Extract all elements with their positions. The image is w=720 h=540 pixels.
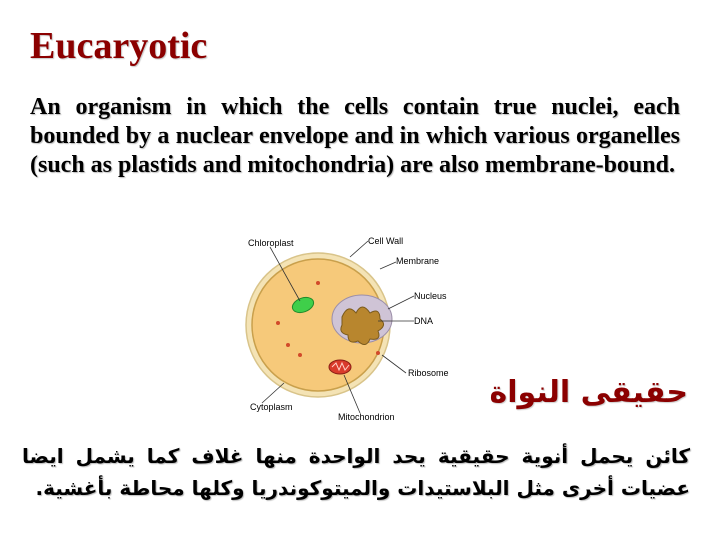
label-ribosome: Ribosome bbox=[408, 368, 449, 378]
ribosome-dot bbox=[298, 353, 302, 357]
label-mitochondrion: Mitochondrion bbox=[338, 412, 395, 422]
cell-diagram-svg bbox=[200, 225, 500, 425]
label-cytoplasm: Cytoplasm bbox=[250, 402, 293, 412]
slide-title: Eucaryotic bbox=[30, 25, 208, 67]
label-cell-wall: Cell Wall bbox=[368, 236, 404, 246]
english-definition: An organism in which the cells contain true nuclei, each bounded by a nuclear envelope and in which various organelles (such as plastids and mitochondria) are also membrane-bound. bbox=[30, 94, 680, 178]
label-chloroplast: Chloroplast bbox=[248, 238, 294, 248]
ribosome-dot bbox=[316, 281, 320, 285]
ribosome-dot bbox=[376, 351, 380, 355]
ribosome-dot bbox=[276, 321, 280, 325]
ribosome-dot bbox=[286, 343, 290, 347]
arabic-definition: كائن يحمل أنوية حقيقية يحد الواحدة منها غلاف كما يشمل ايضا عضيات أخرى مثل البلاستيدات والميتوكوندريا وكلها محاطة بأغشية. bbox=[22, 444, 690, 500]
label-nucleus: Nucleus bbox=[414, 291, 447, 301]
cell-diagram bbox=[200, 225, 500, 425]
label-membrane: Membrane bbox=[396, 256, 440, 266]
arabic-title: حقيقى النواة bbox=[489, 375, 688, 410]
label-dna: DNA bbox=[414, 316, 434, 326]
